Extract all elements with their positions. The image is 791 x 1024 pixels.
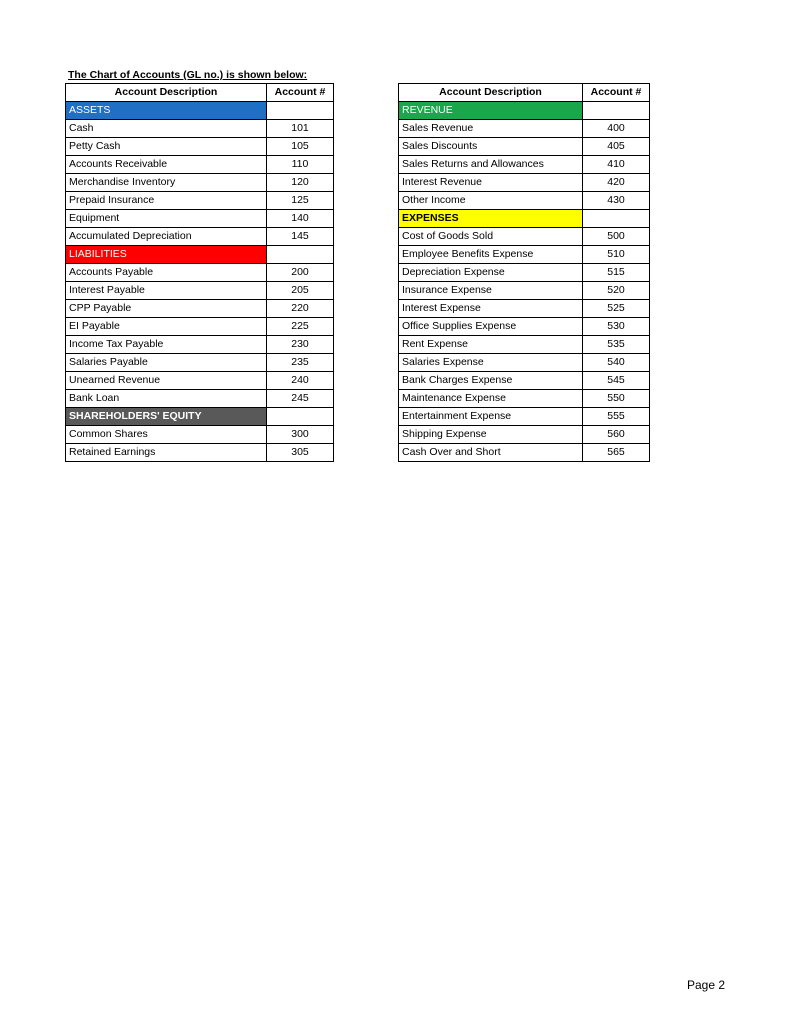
account-description: Interest Revenue bbox=[399, 174, 583, 192]
account-row bbox=[66, 120, 334, 138]
account-number: 305 bbox=[267, 444, 334, 462]
account-number: 510 bbox=[583, 246, 650, 264]
account-row bbox=[399, 264, 650, 282]
account-description: Income Tax Payable bbox=[66, 336, 267, 354]
account-row bbox=[399, 138, 650, 156]
account-number: 245 bbox=[267, 390, 334, 408]
account-description: Sales Returns and Allowances bbox=[399, 156, 583, 174]
account-description: Insurance Expense bbox=[399, 282, 583, 300]
empty-cell bbox=[583, 102, 650, 120]
liabilities-section-row bbox=[66, 246, 334, 264]
account-number: 140 bbox=[267, 210, 334, 228]
account-description: Bank Charges Expense bbox=[399, 372, 583, 390]
account-description: Bank Loan bbox=[66, 390, 267, 408]
assets-section-label: ASSETS bbox=[66, 102, 267, 120]
empty-cell bbox=[267, 246, 334, 264]
account-description: Employee Benefits Expense bbox=[399, 246, 583, 264]
account-description: Retained Earnings bbox=[66, 444, 267, 462]
account-row bbox=[399, 390, 650, 408]
account-number: 565 bbox=[583, 444, 650, 462]
account-description: Depreciation Expense bbox=[399, 264, 583, 282]
account-row bbox=[66, 336, 334, 354]
account-number: 420 bbox=[583, 174, 650, 192]
account-description: Cash bbox=[66, 120, 267, 138]
account-row bbox=[399, 318, 650, 336]
number-column-header: Account # bbox=[267, 84, 334, 102]
account-number: 101 bbox=[267, 120, 334, 138]
empty-cell bbox=[583, 210, 650, 228]
account-description: Merchandise Inventory bbox=[66, 174, 267, 192]
account-number: 200 bbox=[267, 264, 334, 282]
account-number: 500 bbox=[583, 228, 650, 246]
account-description: Salaries Expense bbox=[399, 354, 583, 372]
right-header-row bbox=[399, 84, 650, 102]
expenses-section-label: EXPENSES bbox=[399, 210, 583, 228]
account-row bbox=[66, 156, 334, 174]
account-row bbox=[66, 444, 334, 462]
account-row bbox=[66, 318, 334, 336]
account-number: 430 bbox=[583, 192, 650, 210]
account-description: Petty Cash bbox=[66, 138, 267, 156]
account-description: Cost of Goods Sold bbox=[399, 228, 583, 246]
account-row bbox=[66, 138, 334, 156]
account-description: Maintenance Expense bbox=[399, 390, 583, 408]
equity-section-row bbox=[66, 408, 334, 426]
account-description: CPP Payable bbox=[66, 300, 267, 318]
account-row bbox=[399, 120, 650, 138]
account-row bbox=[399, 408, 650, 426]
account-description: Rent Expense bbox=[399, 336, 583, 354]
account-row bbox=[399, 336, 650, 354]
account-row bbox=[66, 300, 334, 318]
account-number: 125 bbox=[267, 192, 334, 210]
account-description: Common Shares bbox=[66, 426, 267, 444]
account-row bbox=[399, 300, 650, 318]
account-number: 555 bbox=[583, 408, 650, 426]
account-row bbox=[66, 372, 334, 390]
page-number: Page 2 bbox=[687, 978, 726, 992]
account-description: Accounts Receivable bbox=[66, 156, 267, 174]
empty-cell bbox=[267, 102, 334, 120]
account-number: 545 bbox=[583, 372, 650, 390]
account-description: Prepaid Insurance bbox=[66, 192, 267, 210]
account-number: 225 bbox=[267, 318, 334, 336]
account-description: Interest Expense bbox=[399, 300, 583, 318]
account-number: 110 bbox=[267, 156, 334, 174]
account-row bbox=[399, 372, 650, 390]
empty-cell bbox=[267, 408, 334, 426]
account-row bbox=[399, 174, 650, 192]
account-number: 300 bbox=[267, 426, 334, 444]
right-accounts-table bbox=[398, 83, 650, 462]
revenue-section-label: REVENUE bbox=[399, 102, 583, 120]
account-row bbox=[66, 282, 334, 300]
account-row bbox=[66, 192, 334, 210]
account-description: Salaries Payable bbox=[66, 354, 267, 372]
revenue-section-row bbox=[399, 102, 650, 120]
expenses-section-row bbox=[399, 210, 650, 228]
number-column-header: Account # bbox=[583, 84, 650, 102]
page-title: The Chart of Accounts (GL no.) is shown below: bbox=[68, 69, 308, 81]
account-number: 410 bbox=[583, 156, 650, 174]
account-row bbox=[399, 246, 650, 264]
account-number: 535 bbox=[583, 336, 650, 354]
account-row bbox=[399, 282, 650, 300]
account-row bbox=[399, 354, 650, 372]
left-header-row bbox=[66, 84, 334, 102]
account-number: 405 bbox=[583, 138, 650, 156]
account-number: 240 bbox=[267, 372, 334, 390]
account-number: 400 bbox=[583, 120, 650, 138]
account-number: 230 bbox=[267, 336, 334, 354]
account-description: Interest Payable bbox=[66, 282, 267, 300]
account-description: EI Payable bbox=[66, 318, 267, 336]
account-description: Office Supplies Expense bbox=[399, 318, 583, 336]
account-number: 145 bbox=[267, 228, 334, 246]
assets-section-row bbox=[66, 102, 334, 120]
account-number: 220 bbox=[267, 300, 334, 318]
account-row bbox=[399, 228, 650, 246]
account-description: Equipment bbox=[66, 210, 267, 228]
account-number: 235 bbox=[267, 354, 334, 372]
account-number: 120 bbox=[267, 174, 334, 192]
account-row bbox=[66, 426, 334, 444]
account-description: Unearned Revenue bbox=[66, 372, 267, 390]
account-description: Sales Revenue bbox=[399, 120, 583, 138]
account-number: 525 bbox=[583, 300, 650, 318]
account-row bbox=[66, 228, 334, 246]
left-accounts-table bbox=[65, 83, 334, 462]
account-number: 560 bbox=[583, 426, 650, 444]
account-number: 520 bbox=[583, 282, 650, 300]
account-row bbox=[399, 192, 650, 210]
equity-section-label: SHAREHOLDERS' EQUITY bbox=[66, 408, 267, 426]
account-description: Cash Over and Short bbox=[399, 444, 583, 462]
account-description: Sales Discounts bbox=[399, 138, 583, 156]
account-row bbox=[66, 264, 334, 282]
account-row bbox=[66, 354, 334, 372]
account-number: 515 bbox=[583, 264, 650, 282]
account-description: Other Income bbox=[399, 192, 583, 210]
liabilities-section-label: LIABILITIES bbox=[66, 246, 267, 264]
account-row bbox=[66, 210, 334, 228]
account-row bbox=[399, 444, 650, 462]
account-row bbox=[66, 174, 334, 192]
account-number: 530 bbox=[583, 318, 650, 336]
account-row bbox=[399, 426, 650, 444]
account-description: Accounts Payable bbox=[66, 264, 267, 282]
account-row bbox=[66, 390, 334, 408]
account-description: Shipping Expense bbox=[399, 426, 583, 444]
description-column-header: Account Description bbox=[66, 84, 267, 102]
account-number: 105 bbox=[267, 138, 334, 156]
account-number: 550 bbox=[583, 390, 650, 408]
account-row bbox=[399, 156, 650, 174]
account-description: Entertainment Expense bbox=[399, 408, 583, 426]
account-number: 540 bbox=[583, 354, 650, 372]
account-description: Accumulated Depreciation bbox=[66, 228, 267, 246]
account-number: 205 bbox=[267, 282, 334, 300]
description-column-header: Account Description bbox=[399, 84, 583, 102]
